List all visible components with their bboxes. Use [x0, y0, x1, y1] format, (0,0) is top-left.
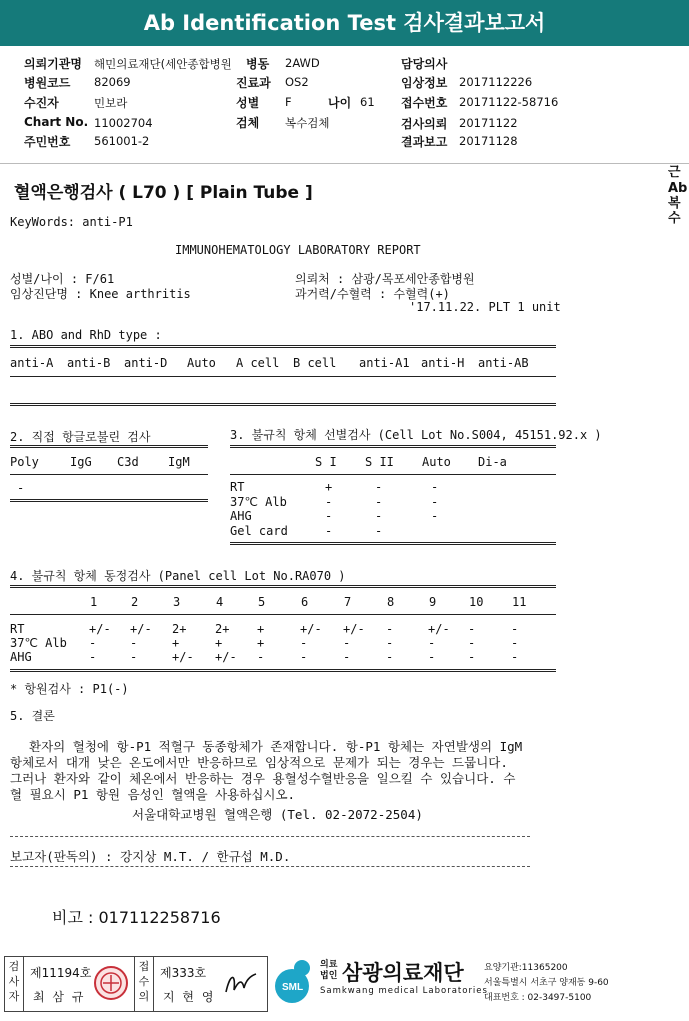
panel-column-header: 11: [512, 595, 527, 609]
org-english: Samkwang medical Laboratories: [320, 986, 488, 996]
referrer: 의뢰처 : 삼광/목포세안종합병원: [295, 272, 475, 286]
dept-label: 진료과: [236, 76, 271, 90]
rule: [10, 474, 208, 475]
panel-column-header: 4: [216, 595, 224, 609]
panel-cell: -: [300, 636, 308, 650]
clinical-label: 임상정보: [401, 76, 448, 90]
screen-phase: 37℃ Alb: [230, 494, 287, 509]
abo-header: anti-H: [421, 356, 465, 370]
dashed-rule: [10, 866, 530, 867]
screen-cell: -: [325, 523, 333, 538]
panel-cell: -: [428, 650, 436, 664]
signature-icon: [222, 968, 260, 998]
clinical-value: 2017112226: [459, 75, 533, 89]
id-label: 주민번호: [24, 135, 71, 149]
panel-phase: RT: [10, 622, 25, 636]
panel-cell: -: [468, 650, 476, 664]
panel-cell: -: [130, 636, 138, 650]
request-label: 검사의뢰: [401, 117, 448, 131]
panel-column-header: 5: [258, 595, 266, 609]
approver-label: 접수의: [138, 960, 150, 1003]
report-header: Ab Identification Test 검사결과보고서: [0, 0, 689, 46]
request-value: 20171122: [459, 116, 518, 130]
rule: [10, 614, 556, 615]
dat-value: -: [17, 481, 25, 495]
panel-cell: -: [257, 650, 265, 664]
section-5-title: 5. 결론: [10, 709, 55, 723]
screen-header: S II: [365, 455, 394, 469]
rule: [10, 585, 556, 588]
screen-header: Auto: [422, 455, 451, 469]
panel-column-header: 1: [90, 595, 98, 609]
specimen-value: 복수검체: [285, 116, 330, 130]
org-code: 요양기관:11365200: [484, 963, 568, 973]
panel-cell: +: [172, 636, 180, 650]
id-value: 561001-2: [94, 134, 150, 148]
panel-cell: -: [343, 650, 351, 664]
abo-header: anti-B: [67, 356, 111, 370]
abo-header: anti-A1: [359, 356, 410, 370]
panel-cell: +/-: [89, 622, 111, 636]
note: 비고 : 017112258716: [52, 908, 221, 927]
panel-column-header: 2: [131, 595, 139, 609]
rule: [230, 542, 556, 545]
org-small-2: 법인: [320, 971, 338, 981]
side-cut-1: 근: [668, 165, 681, 180]
ward-label: 병동: [246, 57, 270, 71]
rule: [230, 445, 556, 448]
abo-header: B cell: [293, 356, 337, 370]
panel-cell: +: [215, 636, 223, 650]
panel-column-header: 9: [429, 595, 437, 609]
abo-header: Auto: [187, 356, 216, 370]
blood-bank: 서울대학교병원 혈액은행 (Tel. 02-2072-2504): [132, 807, 423, 822]
panel-cell: -: [386, 622, 394, 636]
panel-cell: +/-: [428, 622, 450, 636]
collector-value: 민보라: [94, 96, 128, 110]
panel-cell: -: [468, 636, 476, 650]
screen-cell: -: [375, 509, 383, 523]
panel-cell: -: [89, 650, 97, 664]
screen-phase: RT: [230, 480, 245, 494]
panel-cell: +/-: [343, 622, 365, 636]
panel-cell: -: [343, 636, 351, 650]
hospital-code-label: 병원코드: [24, 76, 71, 90]
panel-cell: 2+: [172, 622, 187, 636]
dat-header: Poly: [10, 455, 39, 469]
panel-phase: 37℃ Alb: [10, 636, 67, 650]
screen-cell: -: [375, 480, 383, 494]
panel-cell: -: [468, 622, 476, 636]
panel-cell: -: [511, 636, 519, 650]
org-name: 삼광의료재단: [342, 961, 464, 985]
abo-header: anti-D: [124, 356, 168, 370]
panel-cell: -: [511, 622, 519, 636]
seal-icon: [93, 965, 129, 1001]
receipt-value: 20171122-58716: [459, 95, 559, 109]
panel-column-header: 7: [344, 595, 352, 609]
age-label: 나이: [328, 96, 352, 110]
section-4-title: 4. 불규칙 항체 동정검사 (Panel cell Lot No.RA070 ): [10, 569, 346, 583]
report-date-label: 결과보고: [401, 135, 448, 149]
inspector-number: 제11194호: [30, 966, 92, 980]
panel-cell: -: [130, 650, 138, 664]
specimen-label: 검체: [236, 116, 260, 130]
screen-cell: -: [431, 480, 439, 494]
panel-column-header: 6: [301, 595, 309, 609]
abo-header: anti-A: [10, 356, 54, 370]
sex-value: F: [285, 95, 292, 109]
logo-tag: SML: [282, 982, 304, 993]
receipt-label: 접수번호: [401, 96, 448, 110]
panel-cell: -: [511, 650, 519, 664]
requester-value: 해민의료재단(세안종합병원: [94, 57, 232, 71]
panel-cell: +/-: [215, 650, 237, 664]
screen-cell: -: [325, 509, 333, 523]
conclusion-line: 항체로서 대개 낮은 온도에서만 반응하므로 임상적으로 문제가 되는 경우는 드뭅니다.: [10, 755, 508, 770]
reporter: 보고자(판독의) : 강지상 M.T. / 한규섭 M.D.: [10, 849, 291, 864]
divider: [153, 957, 154, 1011]
org-small-1: 의료: [320, 960, 338, 970]
keywords: KeyWords: anti-P1: [10, 215, 133, 229]
panel-column-header: 3: [173, 595, 181, 609]
panel-cell: 2+: [215, 622, 230, 636]
panel-cell: +/-: [300, 622, 322, 636]
panel-cell: -: [89, 636, 97, 650]
panel-cell: -: [428, 636, 436, 650]
sex-age: 성별/나이 : F/61: [10, 272, 115, 286]
panel-cell: -: [386, 636, 394, 650]
approver-name: 지 현 영: [163, 990, 216, 1004]
requester-label: 의뢰기관명: [24, 57, 82, 71]
screen-cell: -: [375, 494, 383, 509]
panel-cell: -: [386, 650, 394, 664]
screen-cell: +: [325, 480, 333, 494]
panel-phase: AHG: [10, 650, 32, 664]
screen-cell: -: [431, 509, 439, 523]
side-cut-3: 복수: [668, 196, 681, 226]
screen-phase: Gel card: [230, 523, 288, 538]
conclusion-line: 환자의 혈청에 항-P1 적혈구 동종항체가 존재합니다. 항-P1 항체는 자연발생의 IgM: [29, 739, 523, 754]
screen-cell: -: [375, 523, 383, 538]
chart-label: Chart No.: [24, 115, 89, 129]
dashed-rule: [10, 836, 530, 837]
panel-cell: +/-: [172, 650, 194, 664]
panel-column-header: 8: [387, 595, 395, 609]
report-title: 혈액은행검사 ( L70 ) [ Plain Tube ]: [14, 183, 313, 203]
screen-header: Di-a: [478, 455, 507, 469]
divider: [134, 957, 135, 1011]
ward-value: 2AWD: [285, 56, 320, 70]
screen-header: S I: [315, 455, 337, 469]
diagnosis: 임상진단명 : Knee arthritis: [10, 287, 191, 301]
section-2-title: 2. 직접 항글로불린 검사: [10, 430, 151, 444]
screen-phase: AHG: [230, 509, 252, 523]
approver-number: 제333호: [160, 966, 207, 980]
lab-title: IMMUNOHEMATOLOGY LABORATORY REPORT: [175, 243, 421, 257]
section-3-title: 3. 불규칙 항체 선별검사 (Cell Lot No.S004, 45151.92.x ): [230, 428, 602, 442]
inspector-label: 검사자: [8, 960, 20, 1003]
dat-header: IgM: [168, 455, 190, 469]
antigen-test: * 항원검사 : P1(-): [10, 682, 129, 696]
rule: [230, 474, 556, 475]
rule: [10, 376, 556, 377]
rule: [10, 403, 556, 406]
screen-cell: -: [431, 494, 439, 509]
history-detail: '17.11.22. PLT 1 unit: [409, 300, 561, 314]
sml-logo-icon: [272, 958, 316, 1004]
conclusion-line: 그러나 환자와 같이 체온에서 반응하는 경우 용혈성수혈반응을 일으킬 수 있습니다. 수: [10, 771, 516, 786]
panel-column-header: 10: [469, 595, 484, 609]
age-value: 61: [360, 95, 375, 109]
panel-cell: +: [257, 622, 265, 636]
org-address: 서울특별시 서초구 양재동 9-60: [484, 978, 609, 988]
section-1-title: 1. ABO and RhD type :: [10, 328, 162, 342]
org-phone: 대표번호 : 02-3497-5100: [484, 993, 592, 1003]
rule: [10, 499, 208, 502]
divider: [23, 957, 24, 1011]
rule: [10, 345, 556, 348]
dat-header: C3d: [117, 455, 139, 469]
rule: [10, 445, 208, 448]
side-cut-2: Ab: [668, 181, 688, 196]
footer: [0, 956, 689, 1016]
collector-label: 수진자: [24, 96, 59, 110]
screen-cell: -: [325, 494, 333, 509]
panel-cell: +: [257, 636, 265, 650]
dept-value: OS2: [285, 75, 309, 89]
hospital-code-value: 82069: [94, 75, 131, 89]
abo-header: anti-AB: [478, 356, 529, 370]
page-divider: [0, 163, 689, 164]
panel-cell: +/-: [130, 622, 152, 636]
inspector-name: 최 삼 규: [33, 990, 86, 1004]
doctor-label: 담당의사: [401, 57, 448, 71]
report-date-value: 20171128: [459, 134, 518, 148]
dat-header: IgG: [70, 455, 92, 469]
abo-header: A cell: [236, 356, 280, 370]
rule: [10, 669, 556, 672]
sex-label: 성별: [236, 96, 260, 110]
history: 과거력/수혈력 : 수혈력(+): [295, 287, 450, 301]
chart-value: 11002704: [94, 116, 153, 130]
conclusion-line: 혈 필요시 P1 항원 음성인 혈액을 사용하십시오.: [10, 787, 296, 802]
panel-cell: -: [300, 650, 308, 664]
